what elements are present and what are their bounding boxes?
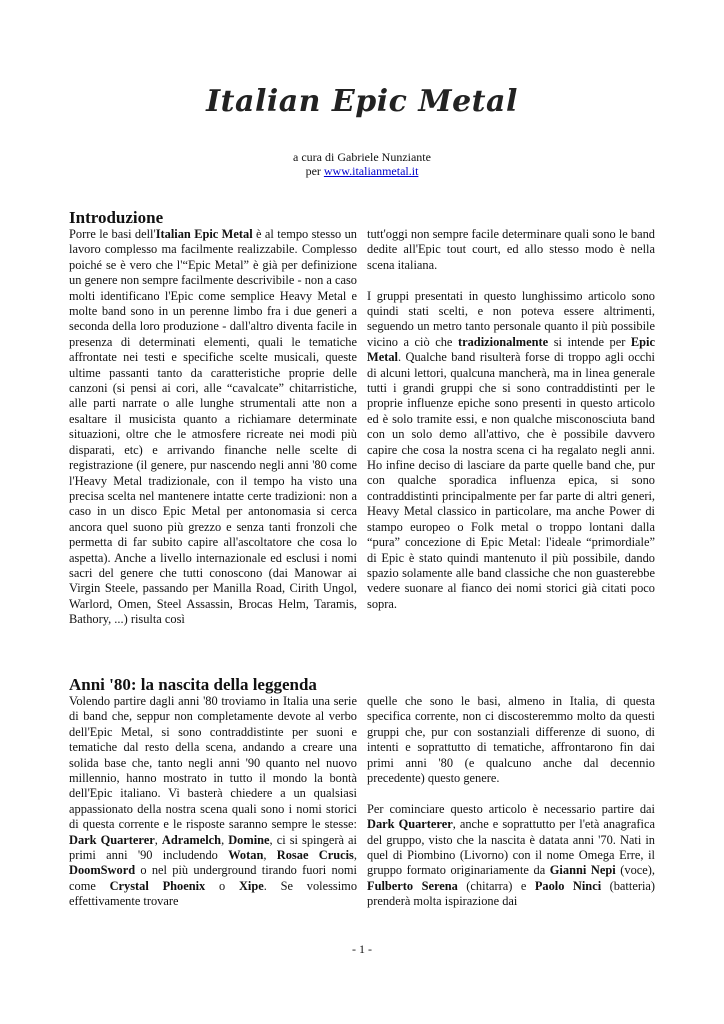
byline-source	[0, 164, 724, 178]
text-run: . Qualche band risulterà forse di troppo agli occhi di alcuni lettori, qualcuna mancherà, ma in linea generale tutti i grandi gruppi che si sono contraddistinti per le proprie influenze epiche sono presenti in questo articolo ed è solo tramite essi, e non qualche misconosciuta band con un solo demo all'attivo, che è possibile davvero capire che cosa la nostra scena ci ha regalato negli anni. Ho infine deciso di lasciare da parte quelle band che, pur con qualche sporadica influenza epica, si sono contraddistinti principalmente per far parte di altri generi, Heavy Metal classico in particolare, ma anche Power di stampo europeo o Folk metal o troppo lontani dalla “pura” concezione di Epic Metal: l'ideale “primordiale” di Epic è stato quindi mantenuto il più possibile, dando spazio solamente alle band classiche che non guasterebbe vedere suonare al fianco dei nomi storici già citati poco sopra.	[367, 350, 655, 611]
bold-text: Paolo Ninci	[534, 878, 602, 893]
bold-text: Rosae Crucis	[276, 848, 354, 863]
bold-text: Adramelch	[161, 832, 222, 847]
paragraph	[367, 694, 655, 786]
paragraph	[367, 289, 655, 613]
text-run: ,	[154, 832, 162, 847]
text-run: . Se volessimo effettivamente trovare	[69, 878, 358, 909]
bold-text: Epic Metal	[367, 334, 655, 365]
byline-per: per	[305, 164, 321, 178]
website-link[interactable]: www.italianmetal.it	[323, 164, 419, 178]
text-run: quelle che sono le basi, almeno in Italia, di questa specifica corrente, non ci discosteremmo molto da questi gruppi che, pur con sostanziali differenze di suono, di intenti e soprattutto di tematiche, affrontarono fin dai primi anni '80 (e qualcuno anche dal decennio precedente) questo genere.	[367, 694, 655, 786]
text-run: Volendo partire dagli anni '80 troviamo in Italia una serie di band che, seppur non completamente devote al verbo dell'Epic Metal, si sono contraddistinte per suoni e tematiche dal resto della scena, andando a creare una solida base che, tanto negli anni '90 quanto nel nuovo millennio, hanno mostrato in tutto il mondo la bontà dell'Epic italiano. Vi basterà chiedere a un qualsiasi appassionato della nostra scena quali sono i nomi storici di questa corrente e le risposte saranno sempre le stesse:	[69, 694, 357, 832]
text-run: Porre le basi dell'	[69, 227, 156, 241]
text-run: tutt'oggi non sempre facile determinare quali sono le band dedite all'Epic tout court, ed allo stesso modo è nella scena italiana.	[367, 227, 655, 272]
section-1-right-column	[367, 694, 655, 910]
section-heading-anni-80: Anni '80: la nascita della leggenda	[69, 675, 317, 694]
section-1-left-column	[69, 694, 357, 910]
text-run: , anche e soprattutto per l'età anagrafica del gruppo, visto che la nascita è datata anni '70. Nati in quel di Piombino (Livorno) con il nome Omega Erre, il gruppo formato originariamente da	[367, 817, 656, 878]
bold-text: Crystal Phoenix	[109, 878, 206, 893]
bold-text: DoomSword	[69, 863, 136, 878]
text-run: o nel più underground tirando fuori nomi come	[69, 863, 357, 893]
text-run: , ci si spingerà ai primi anni '90 includendo	[69, 832, 357, 863]
paragraph	[367, 227, 655, 273]
text-run: ,	[353, 848, 357, 863]
bold-text: Domine	[228, 832, 270, 847]
text-run: (voce),	[615, 863, 655, 878]
bold-text: Dark Quarterer	[367, 817, 453, 832]
bold-text: Gianni Nepi	[549, 863, 616, 878]
bold-text: tradizionalmente	[457, 334, 549, 349]
text-run: ,	[221, 832, 229, 847]
text-run: o	[205, 878, 239, 893]
section-0-right-column	[367, 227, 655, 612]
bold-text: Italian Epic Metal	[155, 227, 253, 241]
paragraph	[69, 694, 357, 910]
text-run: (chitarra) e	[457, 878, 535, 893]
text-run: I gruppi presentati in questo lunghissimo articolo sono quindi stati scelti, e non poteva essere altrimenti, seguendo un metro tanto personale quanto il più possibile vicino a ciò che	[367, 288, 655, 349]
bold-text: Dark Quarterer	[69, 832, 155, 847]
section-0-left-column	[69, 227, 357, 628]
byline-author: a cura di Gabriele Nunziante	[293, 150, 431, 164]
bold-text: Xipe	[238, 878, 264, 893]
text-run: Per cominciare questo articolo è necessario partire dai	[367, 801, 655, 816]
text-run: si intende per	[548, 334, 631, 349]
text-run: ,	[263, 848, 277, 863]
text-run: (batteria) prenderà molta ispirazione dai	[367, 878, 656, 909]
document-title: Italian Epic Metal	[206, 84, 518, 119]
page-number: - 1 -	[352, 942, 372, 956]
section-heading-introduzione: Introduzione	[69, 208, 164, 227]
text-run: è al tempo stesso un lavoro complesso ma facilmente realizzabile. Complesso poiché se è vero che l'“Epic Metal” è già per definizione un genere non sempre facilmente descrivibile - non a caso molti identificano l'Epic come semplice Heavy Metal e molte band sono in un perenne limbo fra i due generi a seconda della loro produzione - dall'altro diventa facile in presenza di determinati elementi, quali le tematiche affrontate nei testi e specifiche scelte musicali, queste ultime passanti tanto da caratteristiche proprie delle canzoni (si pensi ai cori, alle “cavalcate” chitarristiche, alle parti narrate o alle lunghe strumentali atte non a esaltare il musicista quanto a richiamare determinate situazioni, oltre che le atmosfere ricreate nei modi più disparati, etc) e arrivando finanche nelle scelte di registrazione (il genere, pur nascendo negli anni '80 come l'Heavy Metal tradizionale, con il tempo ha visto una precisa scelta nel mantenere intatte certe tradizioni: non a caso in un disco Epic Metal per antonomasia si cerca ancora quel suono più grezzo e senza tanti fronzoli che permetta di far subito capire all'ascoltatore che cosa lo aspetta). Anche a livello internazionale ed esclusi i nomi sacri del genere che tutti conoscono (dai Manowar ai Virgin Steele, passando per Manilla Road, Cirith Ungol, Warlord, Omen, Steel Assassin, Brocas Helm, Taramis, Bathory, ...) risulta così	[69, 227, 357, 627]
bold-text: Fulberto Serena	[367, 878, 458, 893]
bold-text: Wotan	[228, 848, 264, 863]
paragraph	[69, 227, 357, 628]
byline	[0, 150, 724, 178]
paragraph	[367, 802, 655, 910]
